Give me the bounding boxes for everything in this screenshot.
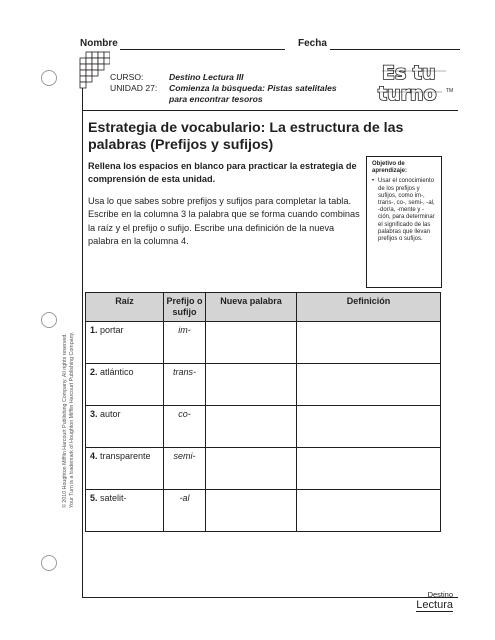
definition-blank[interactable] bbox=[297, 364, 441, 406]
unidad-value-cont: para encontrar tesoros bbox=[169, 94, 263, 104]
definition-blank[interactable] bbox=[297, 322, 441, 364]
course-info bbox=[110, 72, 337, 105]
header-prefijo: Prefijo o sufijo bbox=[164, 293, 206, 322]
header-raiz: Raíz bbox=[86, 293, 164, 322]
new-word-blank[interactable] bbox=[206, 490, 297, 532]
instruction-body: Usa lo que sabes sobre prefijos y sufijos para completar la tabla. Escribe en la columna 3 la palabra que se forma cuando combinas la raíz y el prefijo o sufijo. Escribe una definición de la nueva palabra en la columna 4. bbox=[88, 196, 360, 246]
header-nueva-palabra: Nueva palabra bbox=[206, 293, 297, 322]
new-word-blank[interactable] bbox=[206, 322, 297, 364]
page-title: Estrategia de vocabulario: La estructura de las palabras (Prefijos y sufijos) bbox=[88, 120, 404, 153]
definition-blank[interactable] bbox=[297, 406, 441, 448]
date-label: Fecha bbox=[298, 38, 327, 49]
table-row bbox=[86, 322, 441, 364]
name-label: Nombre bbox=[80, 38, 118, 49]
root-cell: 2. atlántico bbox=[86, 364, 164, 406]
footer-lectura: Lectura bbox=[416, 599, 453, 611]
header-definicion: Definición bbox=[297, 293, 441, 322]
curso-value: Destino Lectura III bbox=[169, 72, 244, 82]
unidad-label: UNIDAD 27: bbox=[110, 83, 158, 93]
new-word-blank[interactable] bbox=[206, 406, 297, 448]
vocabulary-table bbox=[85, 292, 441, 532]
binder-hole bbox=[41, 555, 57, 571]
logo-line1: Es tu bbox=[382, 62, 436, 84]
binder-hole bbox=[41, 70, 57, 86]
definition-blank[interactable] bbox=[297, 448, 441, 490]
objective-text: Usar el conocimiento de los prefijos y sufijos, como im-, trans-, co-, semi-, -al, -dor/a, -mente y -ción, para determinar el significado de las palabras que llevan prefijos o sufijos. bbox=[378, 178, 435, 243]
date-blank[interactable] bbox=[330, 49, 460, 50]
root-cell: 5. satelit- bbox=[86, 490, 164, 532]
affix-cell: trans- bbox=[164, 364, 206, 406]
new-word-blank[interactable] bbox=[206, 364, 297, 406]
binder-hole bbox=[41, 312, 57, 328]
curso-label: CURSO: bbox=[110, 72, 144, 82]
root-cell: 1. portar bbox=[86, 322, 164, 364]
header-divider bbox=[82, 110, 458, 111]
root-cell: 3. autor bbox=[86, 406, 164, 448]
table-row bbox=[86, 448, 441, 490]
unidad-value: Comienza la búsqueda: Pistas satelitales bbox=[169, 83, 337, 93]
objective-heading: Objetivo de aprendizaje: bbox=[372, 161, 408, 175]
name-date-line bbox=[80, 36, 460, 52]
definition-blank[interactable] bbox=[297, 490, 441, 532]
objective-box bbox=[366, 156, 442, 288]
root-cell: 4. transparente bbox=[86, 448, 164, 490]
table-row bbox=[86, 490, 441, 532]
affix-cell: co- bbox=[164, 406, 206, 448]
es-tu-turno-logo bbox=[376, 60, 460, 106]
affix-cell: im- bbox=[164, 322, 206, 364]
footer-brand bbox=[416, 590, 453, 612]
logo-line2: turno bbox=[378, 83, 437, 105]
logo-tm: TM bbox=[446, 88, 454, 94]
table-row bbox=[86, 406, 441, 448]
copyright-notice: © 2010 Houghton Mifflin Harcourt Publishing Company. All rights reserved. Your Turn is a trademark of Houghton Mifflin Harcourt Publishing Company. bbox=[62, 331, 75, 508]
table-header-row bbox=[86, 293, 441, 322]
affix-cell: semi- bbox=[164, 448, 206, 490]
table-row bbox=[86, 364, 441, 406]
instruction-bold: Rellena los espacios en blanco para practicar la estrategia de comprensión de esta unidad. bbox=[88, 161, 357, 184]
bullet-icon: • bbox=[372, 178, 375, 185]
footer-destino: Destino bbox=[427, 590, 453, 599]
grid-decoration-icon bbox=[76, 50, 110, 96]
new-word-blank[interactable] bbox=[206, 448, 297, 490]
affix-cell: -al bbox=[164, 490, 206, 532]
name-blank[interactable] bbox=[120, 49, 285, 50]
